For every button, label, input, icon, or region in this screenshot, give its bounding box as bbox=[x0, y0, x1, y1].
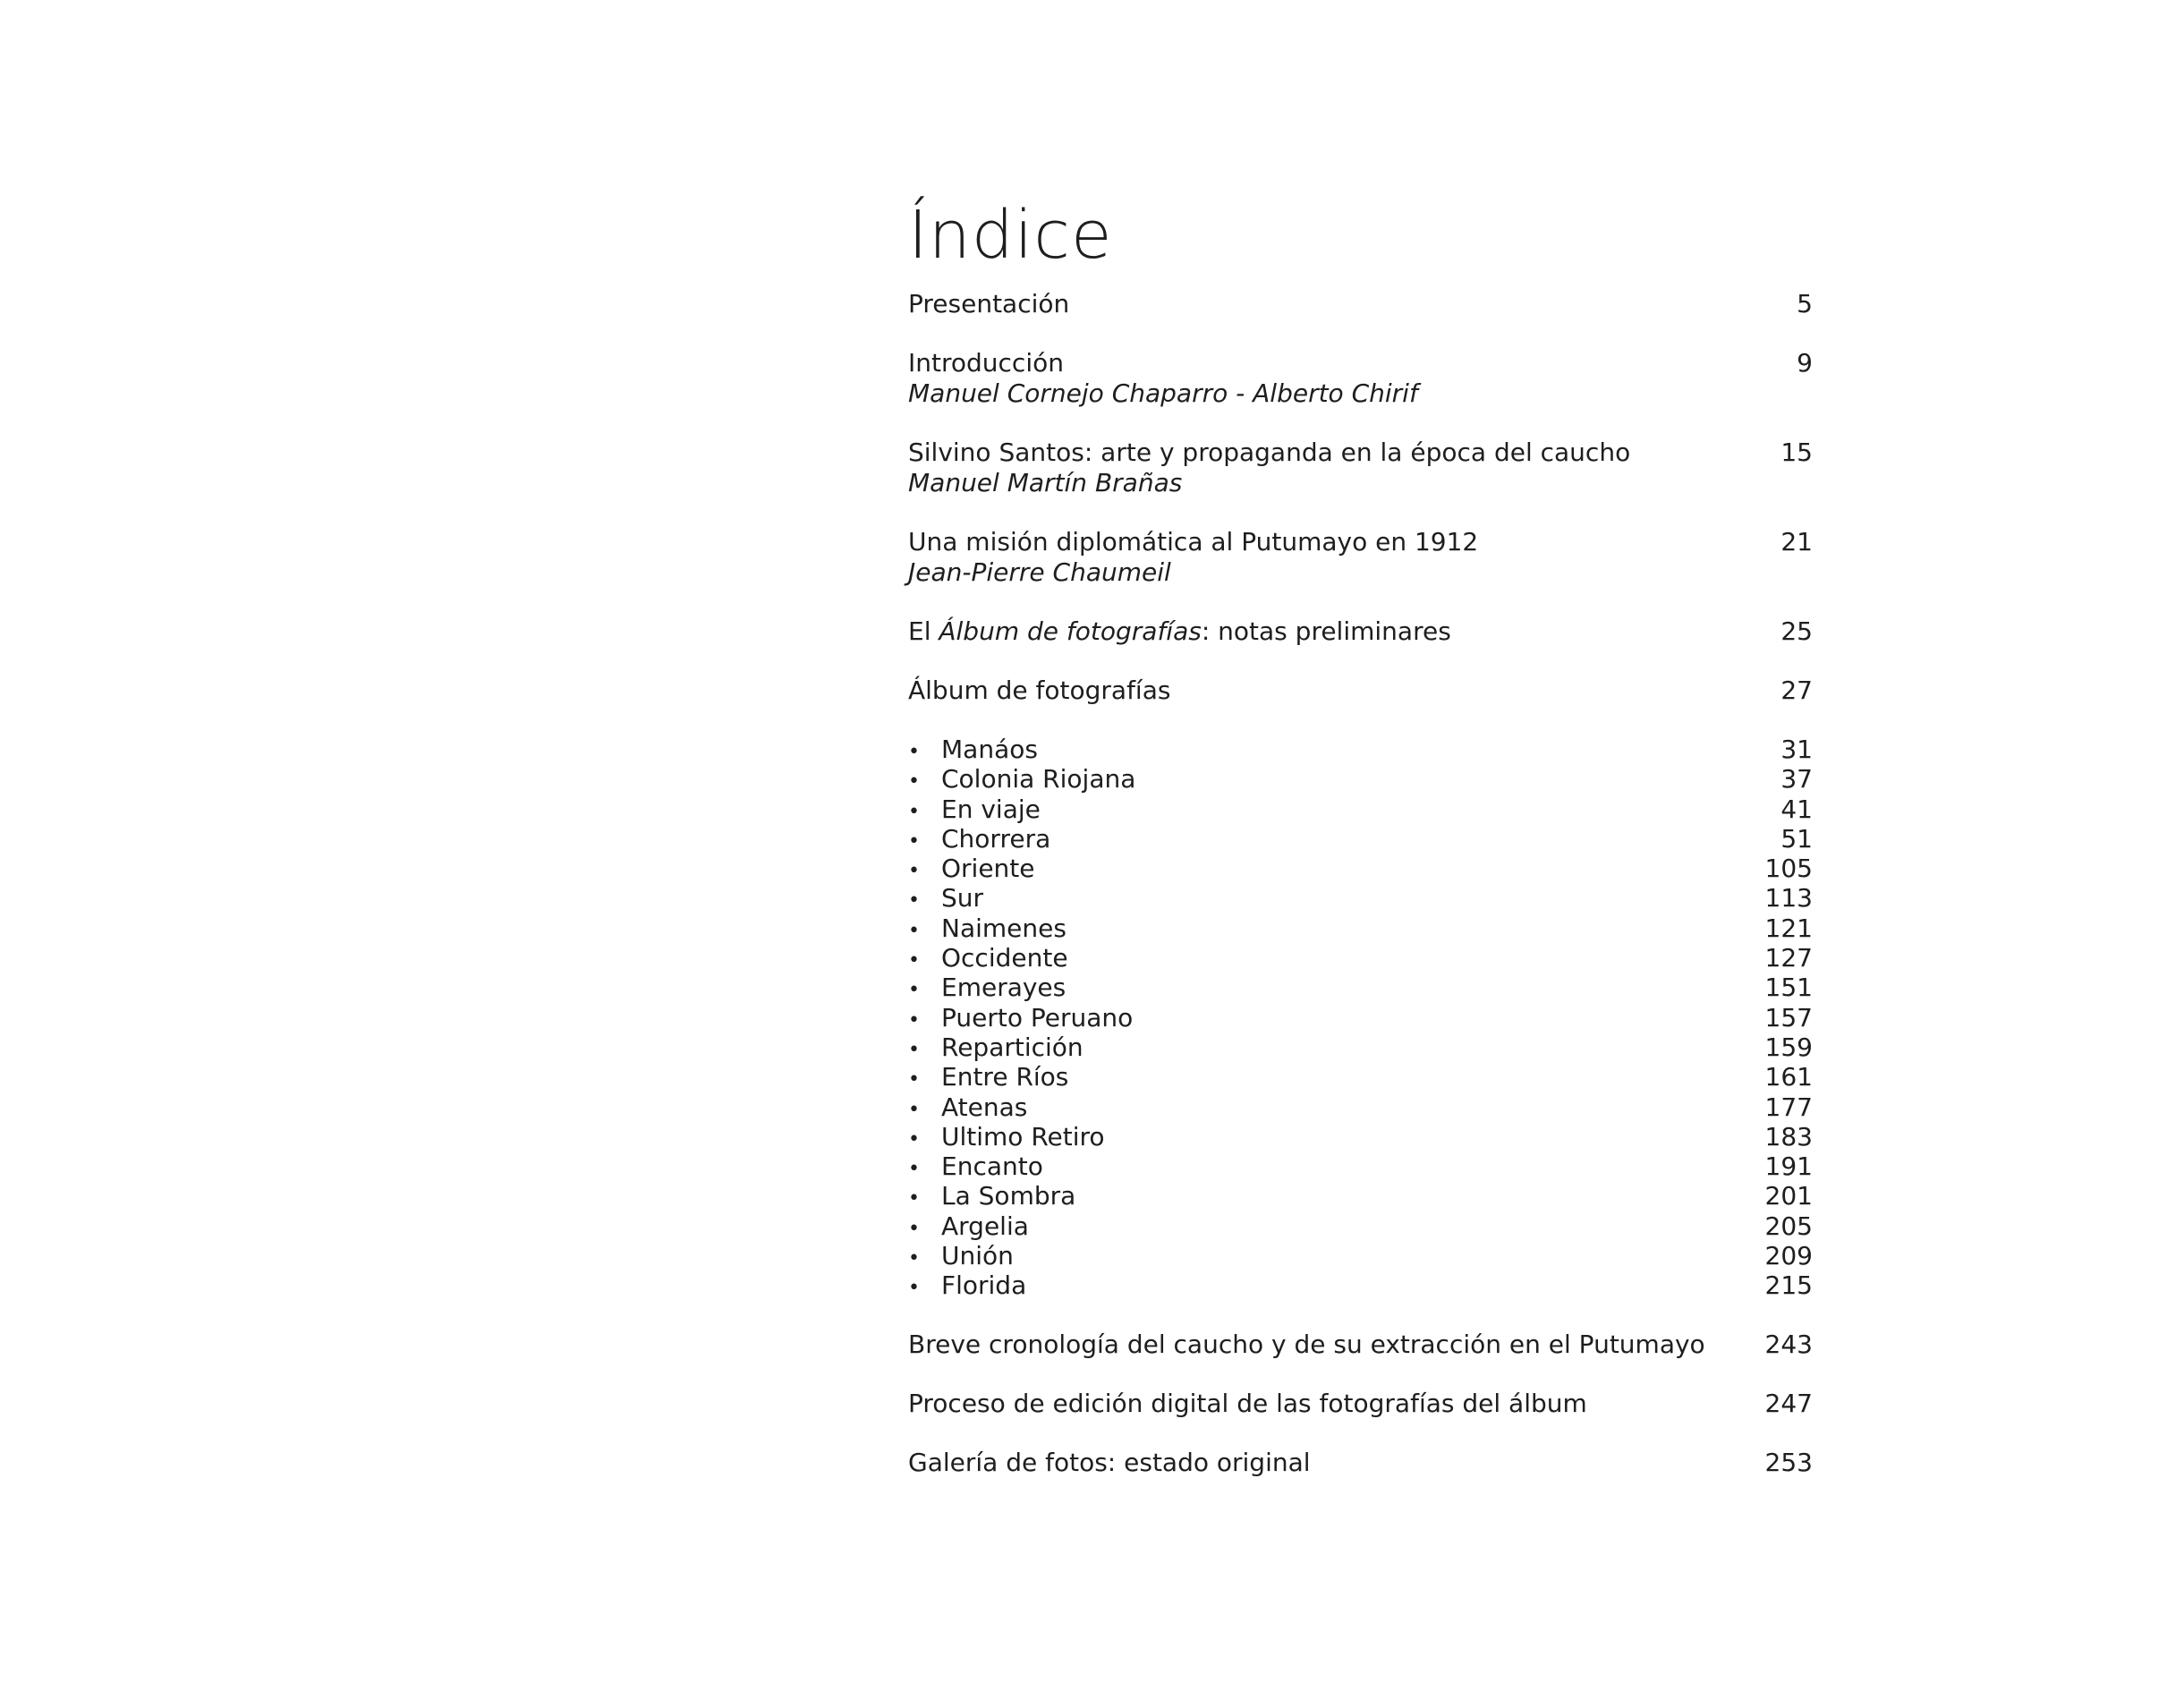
sub-entry-page-number: 157 bbox=[1764, 1002, 1813, 1032]
table-of-contents bbox=[908, 195, 1813, 1478]
bullet-icon: • bbox=[908, 949, 920, 973]
sub-entry-left bbox=[908, 1003, 1133, 1035]
entry-page-number: 243 bbox=[1764, 1329, 1813, 1359]
list-item bbox=[908, 854, 1813, 883]
sub-entry-left bbox=[908, 1122, 1105, 1154]
list-item bbox=[908, 1181, 1813, 1211]
toc-entry bbox=[908, 527, 1813, 588]
list-item bbox=[908, 1062, 1813, 1092]
toc-entry bbox=[908, 438, 1813, 498]
list-item bbox=[908, 795, 1813, 824]
toc-entry bbox=[908, 676, 1813, 706]
album-sections-list bbox=[908, 735, 1813, 1301]
sub-entry-page-number: 31 bbox=[1780, 735, 1813, 764]
entry-page-number: 247 bbox=[1764, 1388, 1813, 1418]
sub-entry-title: Manáos bbox=[941, 735, 1038, 764]
entry-title: Breve cronología del caucho y de su extracción en el Putumayo bbox=[908, 1329, 1705, 1359]
list-item bbox=[908, 735, 1813, 764]
bullet-icon: • bbox=[908, 770, 920, 794]
bullet-icon: • bbox=[908, 979, 920, 1002]
sub-entry-title: Colonia Riojana bbox=[941, 764, 1136, 795]
bullet-icon: • bbox=[908, 1217, 920, 1240]
sub-entry-left bbox=[908, 1241, 1014, 1273]
list-item bbox=[908, 973, 1813, 1002]
entry-author: Jean-Pierre Chaumeil bbox=[908, 557, 1171, 587]
list-item bbox=[908, 1003, 1813, 1032]
bullet-icon: • bbox=[908, 919, 920, 942]
sub-entry-left bbox=[908, 1032, 1084, 1065]
entry-title-prefix: El bbox=[908, 616, 939, 646]
sub-entry-left bbox=[908, 824, 1050, 856]
toc-entry bbox=[908, 616, 1813, 647]
sub-entry-left bbox=[908, 943, 1068, 975]
sub-entry-page-number: 113 bbox=[1764, 883, 1813, 913]
bullet-icon: • bbox=[908, 741, 920, 763]
sub-entry-page-number: 159 bbox=[1764, 1032, 1813, 1062]
sub-entry-title: Entre Ríos bbox=[941, 1062, 1069, 1092]
sub-entry-page-number: 191 bbox=[1764, 1151, 1813, 1182]
sub-entry-page-number: 161 bbox=[1764, 1062, 1813, 1092]
sub-entry-page-number: 201 bbox=[1764, 1181, 1813, 1211]
bullet-icon: • bbox=[908, 1247, 920, 1270]
entry-page-number: 15 bbox=[1780, 438, 1813, 467]
sub-entry-left bbox=[908, 1181, 1075, 1213]
entry-title: Galería de fotos: estado original bbox=[908, 1447, 1311, 1477]
entry-title-suffix: : notas preliminares bbox=[1201, 616, 1451, 646]
sub-entry-page-number: 51 bbox=[1780, 823, 1813, 854]
toc-entry bbox=[908, 1330, 1813, 1360]
sub-entry-left bbox=[908, 795, 1041, 827]
sub-entry-title: Emerayes bbox=[941, 973, 1067, 1003]
bullet-icon: • bbox=[908, 860, 920, 883]
toc-entry bbox=[908, 348, 1813, 409]
bullet-icon: • bbox=[908, 1098, 920, 1121]
list-item bbox=[908, 943, 1813, 973]
sub-entry-left bbox=[908, 1092, 1027, 1125]
list-item bbox=[908, 764, 1813, 794]
sub-entry-page-number: 151 bbox=[1764, 973, 1813, 1003]
sub-entry-left bbox=[908, 764, 1135, 796]
sub-entry-left bbox=[908, 1151, 1043, 1184]
sub-entry-left bbox=[908, 973, 1066, 1005]
entry-title: Silvino Santos: arte y propaganda en la época del caucho bbox=[908, 438, 1631, 467]
sub-entry-left bbox=[908, 1211, 1029, 1244]
sub-entry-title: Naimenes bbox=[941, 913, 1067, 943]
sub-entry-title: Puerto Peruano bbox=[941, 1002, 1134, 1032]
list-item bbox=[908, 1032, 1813, 1062]
entry-page-number: 21 bbox=[1780, 527, 1813, 557]
entry-author: Manuel Martín Brañas bbox=[908, 468, 1183, 497]
entry-page-number: 5 bbox=[1797, 289, 1813, 319]
bullet-icon: • bbox=[908, 1158, 920, 1181]
sub-entry-left bbox=[908, 1062, 1068, 1094]
sub-entry-left bbox=[908, 883, 983, 915]
entry-title-italic: Álbum de fotografías bbox=[939, 616, 1202, 646]
bullet-icon: • bbox=[908, 1068, 920, 1092]
sub-entry-title: Sur bbox=[941, 883, 984, 913]
sub-entry-title: Argelia bbox=[941, 1211, 1029, 1241]
sub-entry-page-number: 37 bbox=[1780, 764, 1813, 795]
bullet-icon: • bbox=[908, 829, 920, 853]
sub-entry-left bbox=[908, 913, 1067, 946]
sub-entry-page-number: 127 bbox=[1764, 943, 1813, 973]
sub-entry-title: Encanto bbox=[941, 1151, 1043, 1182]
list-item bbox=[908, 1092, 1813, 1122]
sub-entry-page-number: 209 bbox=[1764, 1241, 1813, 1271]
sub-entry-title: Unión bbox=[941, 1241, 1014, 1271]
bullet-icon: • bbox=[908, 1008, 920, 1032]
list-item bbox=[908, 824, 1813, 854]
entry-title bbox=[908, 616, 1451, 647]
page-title: Índice bbox=[908, 197, 1113, 274]
sub-entry-left bbox=[908, 735, 1038, 767]
bullet-icon: • bbox=[908, 889, 920, 913]
sub-entry-page-number: 205 bbox=[1764, 1211, 1813, 1241]
entry-page-number: 25 bbox=[1780, 616, 1813, 646]
sub-entry-title: En viaje bbox=[941, 794, 1041, 824]
bullet-icon: • bbox=[908, 1277, 920, 1300]
sub-entry-title: Atenas bbox=[941, 1092, 1028, 1122]
closing-entries bbox=[908, 1330, 1813, 1478]
list-item bbox=[908, 1211, 1813, 1241]
bullet-icon: • bbox=[908, 1038, 920, 1061]
entry-title: Una misión diplomática al Putumayo en 1912 bbox=[908, 527, 1479, 557]
sub-entry-left bbox=[908, 854, 1035, 886]
entry-title: Introducción bbox=[908, 348, 1064, 378]
entry-title: Presentación bbox=[908, 289, 1070, 319]
sub-entry-page-number: 183 bbox=[1764, 1121, 1813, 1151]
list-item bbox=[908, 1122, 1813, 1151]
sub-entry-page-number: 105 bbox=[1764, 854, 1813, 884]
toc-entry bbox=[908, 1389, 1813, 1419]
list-item bbox=[908, 913, 1813, 943]
sub-entry-title: Oriente bbox=[941, 854, 1035, 884]
bullet-icon: • bbox=[908, 800, 920, 823]
list-item bbox=[908, 883, 1813, 913]
bullet-icon: • bbox=[908, 1187, 920, 1211]
sub-entry-title: Florida bbox=[941, 1270, 1027, 1301]
sub-entry-page-number: 215 bbox=[1764, 1270, 1813, 1301]
entry-page-number: 253 bbox=[1764, 1447, 1813, 1477]
sub-entry-page-number: 121 bbox=[1764, 913, 1813, 943]
sub-entry-title: Occidente bbox=[941, 943, 1068, 973]
sub-entry-page-number: 41 bbox=[1780, 794, 1813, 824]
entry-page-number: 9 bbox=[1797, 348, 1813, 378]
sub-entry-title: Chorrera bbox=[941, 823, 1051, 854]
bullet-icon: • bbox=[908, 1127, 920, 1151]
sub-entry-title: Ultimo Retiro bbox=[941, 1121, 1105, 1151]
sub-entry-page-number: 177 bbox=[1764, 1092, 1813, 1122]
sub-entry-title: La Sombra bbox=[941, 1181, 1076, 1211]
toc-entry bbox=[908, 1448, 1813, 1478]
list-item bbox=[908, 1270, 1813, 1300]
list-item bbox=[908, 1241, 1813, 1270]
entry-title: Álbum de fotografías bbox=[908, 676, 1171, 705]
list-item bbox=[908, 1151, 1813, 1181]
entry-title: Proceso de edición digital de las fotografías del álbum bbox=[908, 1388, 1587, 1418]
entry-page-number: 27 bbox=[1780, 676, 1813, 705]
toc-entry bbox=[908, 289, 1813, 319]
sub-entry-title: Repartición bbox=[941, 1032, 1084, 1062]
sub-entry-left bbox=[908, 1270, 1026, 1303]
entry-author: Manuel Cornejo Chaparro - Alberto Chirif bbox=[908, 378, 1418, 408]
